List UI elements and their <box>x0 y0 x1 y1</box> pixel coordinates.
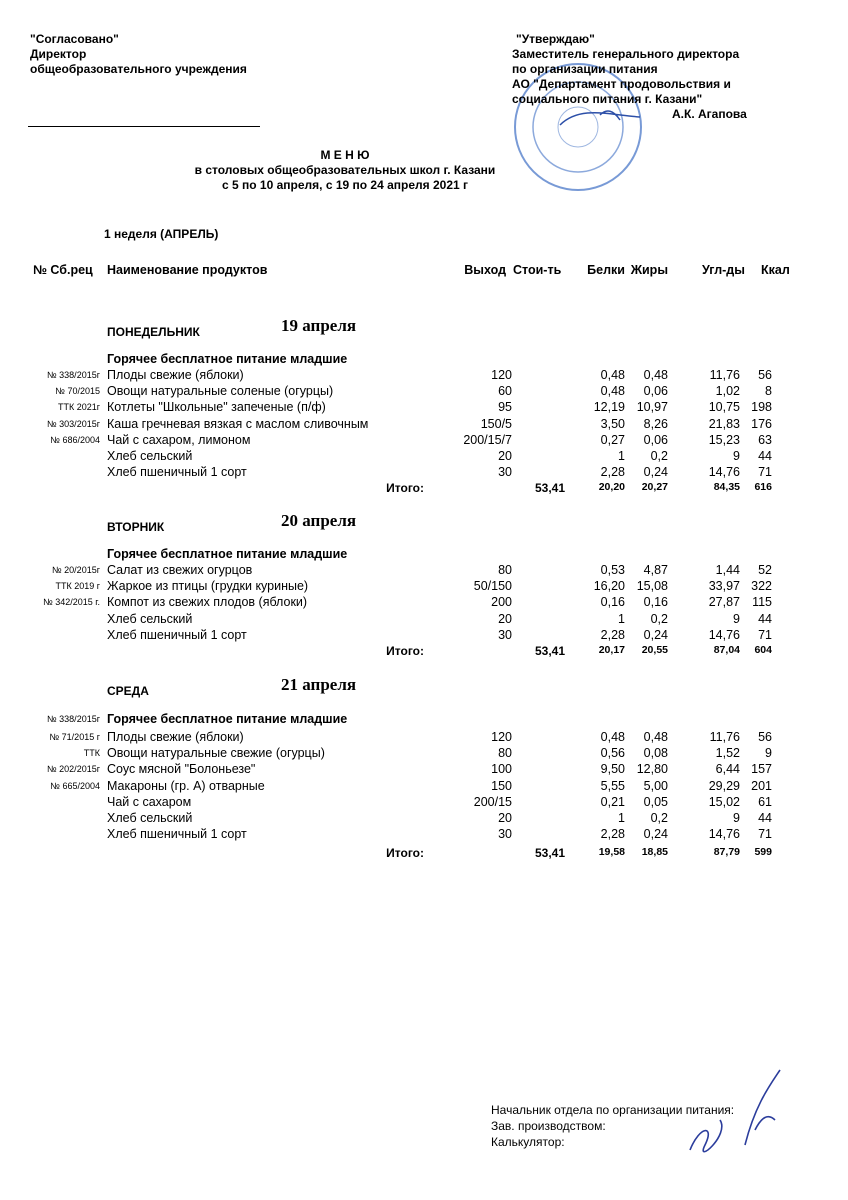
approval-left-title: "Согласовано" <box>30 32 119 46</box>
total-fat: 18,85 <box>641 846 668 858</box>
cell-protein: 12,19 <box>593 400 625 415</box>
footer-line1: Начальник отдела по организации питания: <box>491 1103 735 1117</box>
approval-right-signer: А.К. Агапова <box>672 107 747 121</box>
cell-kcal: 61 <box>758 794 772 809</box>
approval-right <box>512 32 747 122</box>
cell-protein: 1 <box>618 449 625 463</box>
footer-line2: Зав. производством: <box>491 1119 606 1133</box>
cell-fat: 0,2 <box>650 611 668 626</box>
col-cost: Стои-ть <box>513 263 562 277</box>
total-fat: 20,27 <box>641 481 668 493</box>
table-row <box>0 762 848 778</box>
cell-kcal: 63 <box>758 432 772 447</box>
cell-fat: 0,48 <box>643 730 668 744</box>
cell-fat: 4,87 <box>643 563 668 577</box>
table-row <box>0 449 848 465</box>
col-fat: Жиры <box>630 263 668 277</box>
cell-carbs: 9 <box>733 811 740 825</box>
cell-code: № 20/2015г <box>52 565 100 575</box>
table-row <box>0 612 848 628</box>
approval-right-line1: Заместитель генерального директора <box>512 47 740 61</box>
table-row <box>0 746 848 762</box>
cell-yield: 200/15/7 <box>463 432 512 447</box>
cell-protein: 5,55 <box>600 778 625 793</box>
cell-fat: 0,16 <box>643 595 668 610</box>
cell-protein: 2,28 <box>600 627 625 642</box>
total-carbs: 87,79 <box>713 846 740 858</box>
week-label: 1 неделя (АПРЕЛЬ) <box>104 227 219 241</box>
cell-code: ТТК 2021г <box>57 402 100 413</box>
cell-kcal: 71 <box>758 627 772 642</box>
total-protein: 20,20 <box>598 481 625 493</box>
cell-kcal: 44 <box>758 811 772 825</box>
table-header <box>0 263 848 279</box>
cell-kcal: 52 <box>758 563 772 577</box>
total-cost: 53,41 <box>534 481 565 495</box>
cell-fat: 8,26 <box>643 416 668 431</box>
total-kcal: 599 <box>754 846 772 858</box>
cell-code: ТТК <box>83 748 100 759</box>
signature-icon <box>670 1065 790 1165</box>
table-row <box>0 795 848 811</box>
cell-kcal: 157 <box>751 762 772 777</box>
cell-carbs: 14,76 <box>708 465 740 480</box>
cell-protein: 3,50 <box>600 416 625 431</box>
total-row <box>0 481 848 497</box>
cell-fat: 0,06 <box>643 384 668 399</box>
table-row <box>0 563 848 579</box>
col-carbs: Угл-ды <box>702 263 745 277</box>
cell-kcal: 115 <box>752 595 772 610</box>
cell-name: Хлеб пшеничный 1 сорт <box>107 627 247 642</box>
cell-name: Салат из свежих огурцов <box>107 563 253 577</box>
cell-name: Хлеб сельский <box>107 449 193 463</box>
cell-kcal: 56 <box>758 730 772 744</box>
day-name: СРЕДА <box>107 684 149 698</box>
title-line2: с 5 по 10 апреля, с 19 по 24 апреля 2021 г <box>221 178 469 192</box>
cell-code: № 303/2015г <box>47 418 100 429</box>
cell-code: № 342/2015 г. <box>43 597 100 608</box>
group-title: Горячее бесплатное питание младшие <box>107 712 348 726</box>
approval-right-title: "Утверждаю" <box>516 32 595 46</box>
cell-name: Каша гречневая вязкая с маслом сливочным <box>107 416 369 431</box>
total-label: Итого: <box>386 481 424 495</box>
cell-fat: 12,80 <box>636 762 668 777</box>
approval-right-line4: социального питания г. Казани" <box>512 92 703 106</box>
group-row <box>0 352 848 368</box>
cell-carbs: 14,76 <box>708 827 740 842</box>
cell-protein: 2,28 <box>600 465 625 480</box>
cell-code: ТТК 2019 г <box>55 581 100 592</box>
cell-protein: 0,48 <box>600 384 625 399</box>
cell-carbs: 9 <box>733 611 740 626</box>
group-title: Горячее бесплатное питание младшие <box>107 352 348 366</box>
day-date: 19 апреля <box>281 316 357 335</box>
cell-protein: 0,56 <box>600 746 625 761</box>
cell-name: Плоды свежие (яблоки) <box>107 368 244 382</box>
cell-code: № 686/2004 <box>50 434 100 445</box>
cell-yield: 200 <box>491 595 512 610</box>
approval-right-line2: по организации питания <box>512 62 658 76</box>
cell-yield: 20 <box>498 611 512 626</box>
cell-protein: 0,48 <box>600 368 625 382</box>
cell-name: Чай с сахаром <box>107 794 192 809</box>
cell-name: Хлеб сельский <box>107 811 193 825</box>
cell-fat: 5,00 <box>643 778 668 793</box>
cell-carbs: 1,44 <box>715 563 740 577</box>
cell-yield: 100 <box>491 762 512 777</box>
cell-carbs: 11,76 <box>709 730 740 744</box>
group-row <box>0 712 848 728</box>
cell-name: Овощи натуральные соленые (огурцы) <box>107 384 334 399</box>
cell-carbs: 21,83 <box>708 416 740 431</box>
cell-protein: 0,16 <box>600 595 625 610</box>
cell-kcal: 71 <box>758 827 772 842</box>
table-row <box>0 465 848 481</box>
signature-line <box>28 126 260 127</box>
table-row <box>0 579 848 595</box>
cell-yield: 150/5 <box>480 416 512 431</box>
cell-carbs: 29,29 <box>708 778 740 793</box>
table-row <box>0 368 848 384</box>
cell-name: Плоды свежие (яблоки) <box>107 730 244 744</box>
col-kcal: Ккал <box>761 263 790 277</box>
cell-fat: 0,24 <box>643 827 668 842</box>
cell-yield: 200/15 <box>473 794 512 809</box>
cell-kcal: 176 <box>751 416 772 431</box>
cell-carbs: 6,44 <box>715 762 740 777</box>
table-row <box>0 400 848 416</box>
cell-carbs: 27,87 <box>708 595 740 610</box>
document-title <box>190 148 500 193</box>
approval-left-line2: общеобразовательного учреждения <box>30 62 247 76</box>
footer-line3: Калькулятор: <box>491 1135 565 1149</box>
cell-name: Хлеб пшеничный 1 сорт <box>107 465 247 480</box>
title-line1: в столовых общеобразовательных школ г. Казани <box>194 163 496 177</box>
cell-fat: 0,06 <box>643 432 668 447</box>
cell-yield: 30 <box>498 465 512 480</box>
col-yield: Выход <box>464 263 506 277</box>
day-name: ВТОРНИК <box>107 520 165 534</box>
total-cost: 53,41 <box>534 644 565 658</box>
day-date: 20 апреля <box>281 511 357 530</box>
total-label: Итого: <box>386 644 424 658</box>
total-kcal: 616 <box>754 481 772 493</box>
cell-kcal: 322 <box>751 579 772 594</box>
cell-kcal: 71 <box>758 465 772 480</box>
total-row <box>0 846 848 862</box>
table-row <box>0 811 848 827</box>
cell-yield: 150 <box>491 778 512 793</box>
cell-name: Макароны (гр. А) отварные <box>107 778 265 793</box>
cell-name: Хлеб пшеничный 1 сорт <box>107 827 247 842</box>
day-name: ПОНЕДЕЛЬНИК <box>107 325 200 339</box>
col-protein: Белки <box>587 263 625 277</box>
total-kcal: 604 <box>754 644 772 656</box>
cell-name: Хлеб сельский <box>107 611 193 626</box>
cell-yield: 20 <box>498 449 512 463</box>
cell-name: Компот из свежих плодов (яблоки) <box>107 595 308 610</box>
cell-yield: 20 <box>498 811 512 825</box>
cell-protein: 1 <box>618 811 625 825</box>
total-cost: 53,41 <box>534 846 565 860</box>
cell-fat: 0,2 <box>650 449 668 463</box>
cell-carbs: 1,52 <box>715 746 740 761</box>
cell-kcal: 9 <box>765 746 772 761</box>
cell-yield: 60 <box>498 384 512 399</box>
cell-protein: 1 <box>618 611 625 626</box>
cell-name: Чай с сахаром, лимоном <box>107 432 251 447</box>
table-row <box>0 384 848 400</box>
cell-carbs: 33,97 <box>708 579 740 594</box>
cell-yield: 80 <box>498 746 512 761</box>
cell-name: Соус мясной "Болоньезе" <box>107 762 256 777</box>
cell-fat: 0,24 <box>643 465 668 480</box>
cell-carbs: 11,76 <box>709 368 740 382</box>
table-row <box>0 730 848 746</box>
cell-kcal: 198 <box>751 400 772 415</box>
col-code: № Сб.рец <box>33 263 93 277</box>
day-date: 21 апреля <box>281 675 357 694</box>
cell-protein: 0,21 <box>600 794 625 809</box>
total-carbs: 87,04 <box>713 644 740 656</box>
approval-right-line3: АО "Департамент продовольствия и <box>512 77 731 91</box>
cell-kcal: 56 <box>758 368 772 382</box>
cell-protein: 0,53 <box>600 563 625 577</box>
group-title: Горячее бесплатное питание младшие <box>107 547 348 561</box>
title-main: М Е Н Ю <box>320 148 370 162</box>
cell-carbs: 15,02 <box>708 794 740 809</box>
col-name: Наименование продуктов <box>107 263 268 277</box>
cell-carbs: 14,76 <box>708 627 740 642</box>
cell-protein: 9,50 <box>600 762 625 777</box>
cell-fat: 10,97 <box>636 400 668 415</box>
cell-yield: 30 <box>498 827 512 842</box>
cell-fat: 0,08 <box>643 746 668 761</box>
cell-yield: 80 <box>498 563 512 577</box>
total-fat: 20,55 <box>641 644 668 656</box>
cell-fat: 0,48 <box>643 368 668 382</box>
cell-protein: 16,20 <box>593 579 625 594</box>
cell-code: № 202/2015г <box>47 764 100 775</box>
cell-protein: 0,48 <box>600 730 625 744</box>
table-row <box>0 628 848 644</box>
total-carbs: 84,35 <box>713 481 740 493</box>
table-row <box>0 417 848 433</box>
approval-left-line1: Директор <box>30 47 87 61</box>
cell-protein: 2,28 <box>600 827 625 842</box>
total-protein: 19,58 <box>598 846 625 858</box>
cell-yield: 120 <box>491 368 512 382</box>
cell-carbs: 15,23 <box>708 432 740 447</box>
cell-name: Жаркое из птицы (грудки куриные) <box>107 579 309 594</box>
cell-carbs: 9 <box>733 449 740 463</box>
total-label: Итого: <box>386 846 424 860</box>
table-row <box>0 779 848 795</box>
cell-kcal: 201 <box>751 778 772 793</box>
total-protein: 20,17 <box>598 644 625 656</box>
total-row <box>0 644 848 660</box>
cell-carbs: 10,75 <box>708 400 740 415</box>
approval-left <box>30 32 247 77</box>
cell-kcal: 44 <box>758 611 772 626</box>
cell-fat: 15,08 <box>636 579 668 594</box>
cell-code: № 338/2015г <box>47 370 100 380</box>
cell-name: Овощи натуральные свежие (огурцы) <box>107 746 325 761</box>
cell-yield: 120 <box>491 730 512 744</box>
cell-protein: 0,27 <box>600 432 625 447</box>
group-row <box>0 547 848 563</box>
cell-yield: 50/150 <box>473 579 512 594</box>
table-row <box>0 827 848 843</box>
cell-name: Котлеты "Школьные" запеченые (п/ф) <box>107 400 326 415</box>
cell-carbs: 1,02 <box>715 384 740 399</box>
cell-fat: 0,05 <box>643 794 668 809</box>
cell-yield: 30 <box>498 627 512 642</box>
table-row <box>0 595 848 611</box>
cell-yield: 95 <box>498 400 512 415</box>
cell-kcal: 44 <box>758 449 772 463</box>
table-row <box>0 433 848 449</box>
cell-fat: 0,2 <box>650 811 668 825</box>
cell-code: № 70/2015 <box>55 386 100 397</box>
cell-code: № 665/2004 <box>50 780 100 791</box>
cell-kcal: 8 <box>765 384 772 399</box>
cell-fat: 0,24 <box>643 627 668 642</box>
cell-code: № 71/2015 г <box>49 732 100 742</box>
group-code: № 338/2015г <box>47 714 100 724</box>
